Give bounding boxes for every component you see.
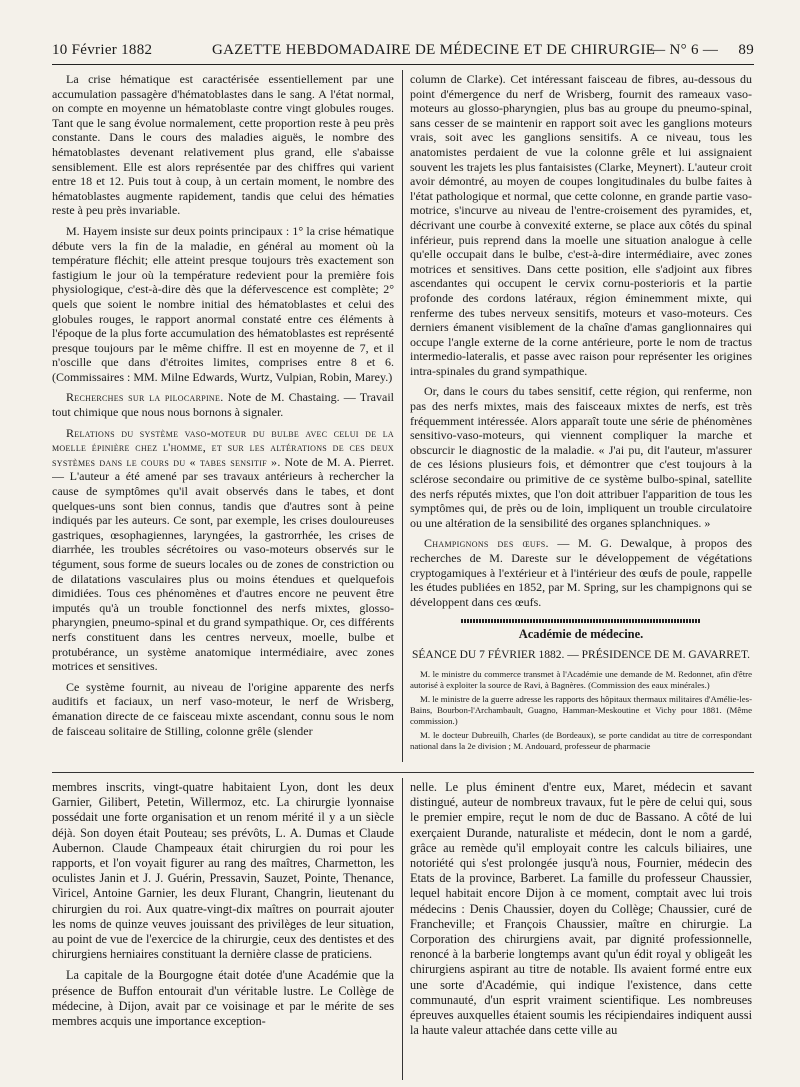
lower-column-divider (402, 778, 403, 1080)
note-guerre: M. le ministre de la guerre adresse les rapports des hôpitaux thermaux militaires d'Amélie-les-Bains, Bourbon-l'Archambault, Guagno, Hamman-Meskoutine et Vichy pour 1881. (Même commission.) (410, 693, 752, 726)
header-number-page (650, 42, 754, 59)
paragraph-lyon: membres inscrits, vingt-quatre habitaient Lyon, dont les deux Garnier, Gilibert, Petetin, Willermoz, etc. La chirurgie lyonnaise possédait une forte organisation et un renom mérité il y a un siècle déjà. Son doyen était Pouteau; ses prévôts, L. A. Dumas et Claude Aubernon. Claude Champeaux était chirurgien du roi pour les rapports, et l'on voyait figurer au rang des maîtres, Charmetton, les oculistes Janin et J. J. Guérin, Pressavin, Sauzet, Pointe, Thenance, Viricel, Antoine Garnier, les deux Flurant, Changrin, lieutenant du chirurgien du roi. Aux quatre-vingt-dix maîtres on pourrait ajouter les noms de quinze veuves jouissant des privilèges de leur situation, au point de vue de l'exercice de la chirurgie, ceux des dentistes et des chirurgiens herniaires constituant la dernière classe de praticiens. (52, 780, 394, 962)
academie-heading: Académie de médecine. (518, 627, 644, 642)
note-dubreuilh: M. le docteur Dubreuilh, Charles (de Bordeaux), se porte candidat au titre de correspondant national dans la 2e division ; M. Andouard, professeur de pharmacie (410, 729, 752, 751)
heading-vaso-moteur: Relations du système vaso-moteur du bulbe avec celui de la moelle épinière chez l'homme, et sur les altérations de ces deux systèmes dans le cours du « tabes sensitif ». (52, 425, 394, 469)
seance-notes (410, 669, 752, 752)
header-title: GAZETTE HEBDOMADAIRE DE MÉDECINE ET DE CHIRURGIE (212, 42, 656, 58)
paragraph-hayem: M. Hayem insiste sur deux points principaux : 1° la crise hématique débute vers la fin de la maladie, en général au moment où la température fléchit; elle atteint presque toujours très exactement son fastigium le jour où la température redevient pour la première fois physiologique, c'est-à-dire dès que la défervescence est complète; 2° quels que soient le nombre initial des hématoblastes et celui des globules rouges, le rapport anormal constaté entre ces éléments à l'époque de la plus forte accumulation des hématoblastes est représenté presque toujours par le même chiffre. Il est en moyenne de 7, et il n'oscille que dans d'étroites limites, comprises entre 8 et 6. (Commissaires : MM. Milne Edwards, Wurtz, Vulpian, Robin, Marey.) (52, 223, 394, 384)
paragraph-dijon: nelle. Le plus éminent d'entre eux, Maret, médecin et savant distingué, auteur de nombreux travaux, fut le père de celui qui, sous le premier empire, reçut le nom de duc de Bassano. A côté de lui exerçaient Durande, naturaliste et médecin, dont le nom a gardé, grâce au remède qu'il employait contre les calculs biliaires, une notoriété qui s'est prolongée jusqu'à nous, Fournier, médecin des Etats de la province, Barberet. La famille du professeur Chaussier, lequel habitait encore Dijon à ce moment, comptait avec lui trois médecins : Denis Chaussier, doyen du Collège; Chaussier, curé de Francheville; et François Chaussier, maître en chirurgie. La Corporation des chirurgiens avait, par dignité professionnelle, renoncé à la barberie longtemps avant qu'un édit royal y obligeât les chirurgiens aspirant au titre de notable. Ils avaient formé entre eux une sorte d'Académie, qui indique l'existence, dans cette communauté, d'un esprit vraiment scientifique. Les nombreuses épreuves auxquelles étaient soumis les récipiendaires indiquent aussi la haute valeur attachée dans cette ville au (410, 780, 752, 1038)
section-ornament (461, 619, 701, 623)
text-pilocarpine: Note de M. Chastaing. — Travail tout chimique que nous nous bornons à signaler. (52, 390, 394, 420)
paragraph-vaso-moteur (52, 426, 394, 674)
page-header (52, 42, 754, 65)
section-divider-line (52, 772, 754, 773)
seance-heading: SÉANCE DU 7 FÉVRIER 1882. — PRÉSIDENCE DE M. GAVARRET. (412, 648, 750, 661)
upper-left-column (52, 72, 394, 762)
text-vaso-moteur: Note de M. A. Pierret. — L'auteur a été amené par ses travaux antérieurs à rechercher la cause de symptômes qu'il avait observés dans le tabes, et dont quelques-uns sont bien connus, tandis que d'autres sont à peine indiqués par les auteurs. Ce sont, par exemple, les crises douloureuses gastriques, œsophagiennes, laryngées, la gastrorrhée, les crises de diarrhée, les troubles sécrétoires ou vaso-moteurs observés sur le tégument, sous forme de sueurs locales ou de zones de constriction ou de dilatations vasculaires plus ou moins étendues et quelquefois dimidiées. Tous ces phénomènes et d'autres encore ne peuvent être imputés qu'à un trouble fonctionnel des nerfs mixtes, glosso-pharyngien, pneumo-spinal et du grand sympathique. Or, ces différents nerfs constituent dans les centres nerveux, moelle, bulbe et protubérance, un système anatomique intermédiaire, avec zones motrices et sensitives. (52, 454, 394, 674)
paragraph-column-clarke: column de Clarke). Cet intéressant faisceau de fibres, au-dessous du point d'émergence du nerf de Wrisberg, fournit des rameaux vaso-moteurs au glosso-pharyngien, plus bas au groupe du pneumo-spinal, sans cesser de se maintenir en rapport soit avec les ganglions moteurs vrais, soit avec les ganglions sensitifs. A ce niveau, tous les anatomistes perdaient de vue la colonne grêle et lui assignaient souvent les trajets les plus fantaisistes (Clarke, Meynert). L'auteur croit avoir démontré, au moyen de coupes longitudinales du bulbe faites à l'état pathologique et normal, que cette colonne, en grande partie vaso-motrice, s'incurve au niveau de l'entre-croisement des pyramides, et, décrivant une courbe à convexité externe, se place aux côtés du spinal inférieur, puis reprend dans la moelle une situation analogue à celle qu'elle occupait dans le bulbe, c'est-à-dire intermédiaire, avec zones motrices et sensitives. Dans cette position, elle s'adjoint aux fibres ascendantes qui occupent le cervix cornu-posterioris et la partie profonde des cordons latéraux, région éminemment mixte, qui renferme des tubes nerveux sensitifs, moteurs et vaso-moteurs. Ces derniers émanent visiblement de la chaîne d'amas ganglionnaires qui occupe l'angle externe de la corne antérieure, porte le nom de tractus intermedio-lateralis, et passe avec raison pour représenter les origines intra-spinales du grand sympathique. (410, 72, 752, 378)
page-number: 89 (738, 42, 754, 58)
paragraph-crise-hematique: La crise hématique est caractérisée essentiellement par une accumulation passagère d'hématoblastes dans le sang. A l'état normal, on compte en moyenne un hématoblaste contre vingt globules rouges. Tant que le sang évolue normalement, cette proportion reste à peu près constante. Dans le cours des maladies aiguës, le nombre des hématoblastes devenant relativement plus grand, elle s'abaisse sensiblement. Elle est alors représentée par des chiffres qui varient entre 18 et 12. Puis tout à coup, à un certain moment, le nombre des hématoblastes augmente rapidement, tandis que celui des hématies reste à peu près invariable. (52, 72, 394, 218)
paragraph-pilocarpine (52, 390, 394, 419)
lower-left-column (52, 780, 394, 1080)
paragraph-bourgogne: La capitale de la Bourgogne était dotée d'une Académie que la présence de Buffon entourait d'un véritable lustre. Le Collège de médecine, à Dijon, avait par ce voisinage et par le mérite de ses membres acquis une importance exception- (52, 968, 394, 1029)
heading-pilocarpine: Recherches sur la pilocarpine. (66, 390, 224, 405)
paragraph-champignons (410, 536, 752, 609)
heading-champignons: Champignons des œufs. (424, 536, 549, 551)
paragraph-systeme: Ce système fournit, au niveau de l'origine apparente des nerfs auditifs et faciaux, un nerf vaso-moteur, le nerf de Wrisberg, émanation directe de ce faisceau mixte ascendant, connu sous le nom de faisceau solitaire de Stilling, colonne grêle (slender (52, 679, 394, 738)
issue-number: — N° 6 — (650, 42, 719, 58)
text-champignons: — M. G. Dewalque, à propos des recherches de M. Dareste sur le développement de végétations cryptogamiques à l'extérieur et à l'intérieur des œufs de poule, rappelle les études publiées en 1852, par M. Spring, sur les champignons qui se développent dans ces œufs. (410, 536, 752, 609)
upper-right-column (410, 72, 752, 762)
paragraph-tabes: Or, dans le cours du tabes sensitif, cette région, qui renferme, non pas des nerfs mixtes, mais des faisceaux mixtes de nerfs, est très fréquemment intéressée. Alors apparaît toute une série de phénomènes sensitivo-vaso-moteurs, qui viennent compliquer la marche et obscurcir le diagnostic de la maladie. « J'ai pu, dit l'auteur, m'assurer de ces lésions plusieurs fois, et démontrer que c'est toujours à la sclérose secondaire ou primitive de ce système bulbo-spinal, satellite des nerfs réputés mixtes, que l'on doit attribuer l'apparition de tous les symptômes qui, de près ou de loin, impliquent un trouble circulatoire ou une altération de la sensibilité des organes splanchniques. » (410, 384, 752, 530)
note-commerce: M. le ministre du commerce transmet à l'Académie une demande de M. Redonnet, afin d'être autorisé à exploiter la source de Ravi, à Bagnères. (Commission des eaux minérales.) (410, 668, 752, 690)
upper-column-divider (402, 70, 403, 762)
header-date: 10 Février 1882 (52, 42, 153, 58)
lower-right-column (410, 780, 752, 1080)
